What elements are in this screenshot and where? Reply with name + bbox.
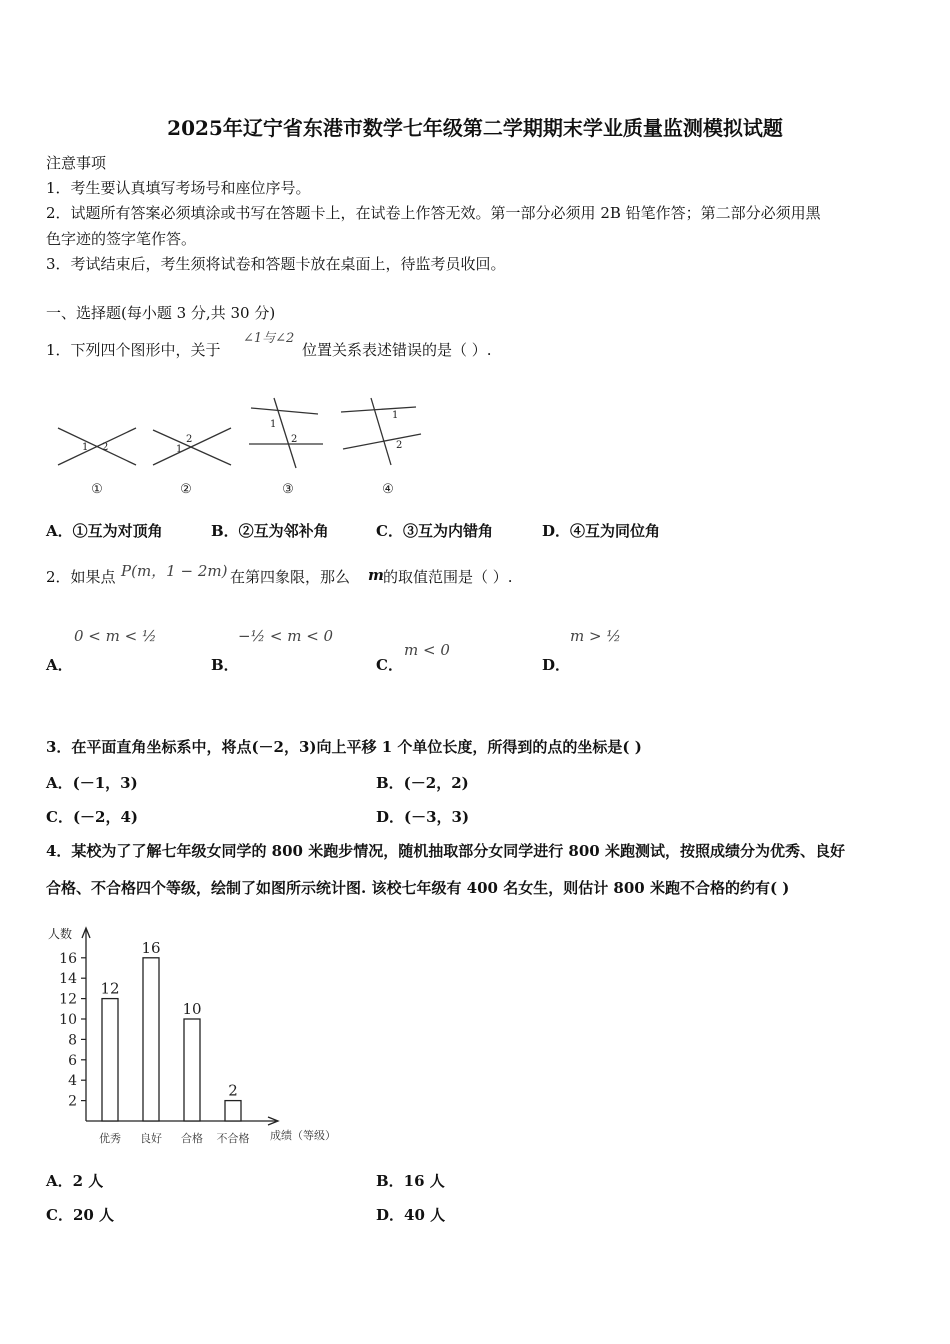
notice-item-2-line2: 色字迹的签字笔作答。 (46, 230, 197, 248)
q3-option-b[interactable]: B．(－2，2) (376, 774, 469, 792)
page-title: 2025年辽宁省东港市数学七年级第二学期期末学业质量监测模拟试题 (167, 116, 783, 140)
category-label: 不合格 (216, 1132, 250, 1145)
y-tick-label: 16 (59, 950, 77, 967)
fig3-angle1-label: 1 (270, 419, 277, 430)
q2-variable: m (368, 566, 384, 584)
q1-option-a[interactable]: A．①互为对顶角 (46, 522, 163, 540)
bar-4 (225, 1101, 241, 1121)
notice-heading: 注意事项 (46, 154, 107, 172)
q1-stem-prefix: 1．下列四个图形中，关于 (46, 341, 221, 359)
x-axis-label: 成绩（等级） (270, 1129, 336, 1142)
q2-option-b-math: −½ < m < 0 (238, 627, 334, 645)
fig4-line-top (341, 407, 416, 412)
notice-item-1: 1．考生要认真填写考场号和座位序号。 (46, 179, 311, 197)
q2-option-a[interactable]: A． (46, 656, 73, 674)
y-tick-label: 6 (68, 1052, 77, 1069)
y-tick-label: 12 (59, 991, 77, 1008)
y-tick-label: 2 (68, 1093, 77, 1110)
q1-option-b[interactable]: B．②互为邻补角 (211, 522, 329, 540)
category-label: 优秀 (99, 1132, 121, 1145)
y-tick-label: 8 (68, 1032, 77, 1049)
q4-stem-line1: 4．某校为了了解七年级女同学的 800 米跑步情况，随机抽取部分女同学进行 800 米跑测试，按照成绩分为优秀、良好 (46, 842, 845, 860)
q2-option-a-math: 0 < m < ½ (74, 627, 157, 645)
q2-stem-prefix: 2．如果点 (46, 568, 116, 586)
q3-option-a[interactable]: A．(－1，3) (46, 774, 138, 792)
y-axis-label: 人数 (48, 927, 73, 941)
q4-option-d[interactable]: D．40 人 (376, 1206, 446, 1224)
q1-option-d[interactable]: D．④互为同位角 (542, 522, 661, 540)
q4-stem-line2: 合格、不合格四个等级，绘制了如图所示统计图. 该校七年级有 400 名女生，则估计 800 米跑不合格的约有( ) (46, 879, 790, 897)
bar-value-label: 12 (100, 979, 120, 998)
category-label: 良好 (140, 1132, 162, 1145)
q1-option-c[interactable]: C．③互为内错角 (376, 522, 493, 540)
fig2-number: ② (180, 482, 192, 497)
fig3-line-top (251, 408, 318, 414)
q3-stem: 3．在平面直角坐标系中，将点(－2，3)向上平移 1 个单位长度，所得到的点的坐标是( ) (46, 738, 642, 756)
q2-stem-math: P(m，1 − 2m) (121, 562, 228, 580)
section-heading: 一、选择题(每小题 3 分,共 30 分) (46, 304, 276, 322)
bar-value-label: 16 (141, 938, 161, 957)
q2-option-c[interactable]: C． (376, 656, 403, 674)
bar-2 (143, 958, 159, 1121)
fig3-number: ③ (282, 482, 294, 497)
q1-figures (46, 390, 436, 500)
bar-3 (184, 1019, 200, 1121)
fig4-number: ④ (382, 482, 394, 497)
q2-stem-suffix-a: 在第四象限，那么 (230, 568, 351, 586)
fig2-angle1-label: 1 (176, 444, 183, 455)
y-tick-label: 14 (59, 971, 77, 988)
q3-option-d[interactable]: D．(－3，3) (376, 808, 470, 826)
q4-option-c[interactable]: C．20 人 (46, 1206, 115, 1224)
notice-item-3: 3．考试结束后，考生须将试卷和答题卡放在桌面上，待监考员收回。 (46, 255, 506, 273)
q2-option-d[interactable]: D． (542, 656, 571, 674)
q1-stem-suffix: 位置关系表述错误的是（ ）. (302, 341, 492, 359)
q4-option-b[interactable]: B．16 人 (376, 1172, 445, 1190)
fig1-number: ① (91, 482, 103, 497)
bar-value-label: 10 (182, 1000, 202, 1018)
q2-option-b[interactable]: B． (211, 656, 239, 674)
bar-value-label: 2 (228, 1081, 238, 1100)
notice-item-2-line1: 2．试题所有答案必须填涂或书写在答题卡上，在试卷上作答无效。第一部分必须用 2B 铅笔作答；第二部分必须用黑 (46, 204, 821, 222)
fig2-angle2-label: 2 (186, 434, 193, 445)
q2-option-d-math: m > ½ (570, 627, 621, 645)
fig3-transversal (274, 398, 296, 468)
q2-stem-suffix-b: 的取值范围是（ ）. (383, 568, 513, 586)
fig3-angle2-label: 2 (291, 434, 298, 445)
bar-1 (102, 999, 118, 1121)
q2-option-c-math: m < 0 (404, 641, 450, 659)
q3-option-c[interactable]: C．(－2，4) (46, 808, 139, 826)
fig4-transversal (371, 398, 391, 465)
fig4-angle1-label: 1 (392, 410, 399, 421)
q1-stem-math: ∠1与∠2 (243, 331, 295, 346)
y-tick-label: 10 (59, 1012, 77, 1028)
y-tick-label: 4 (68, 1073, 77, 1090)
fig4-angle2-label: 2 (396, 440, 403, 451)
fig1-angle1-label: 1 (82, 442, 89, 453)
q4-bar-chart (40, 922, 360, 1152)
fig1-angle2-label: 2 (102, 442, 109, 453)
category-label: 合格 (181, 1132, 203, 1145)
q4-option-a[interactable]: A．2 人 (46, 1172, 104, 1190)
